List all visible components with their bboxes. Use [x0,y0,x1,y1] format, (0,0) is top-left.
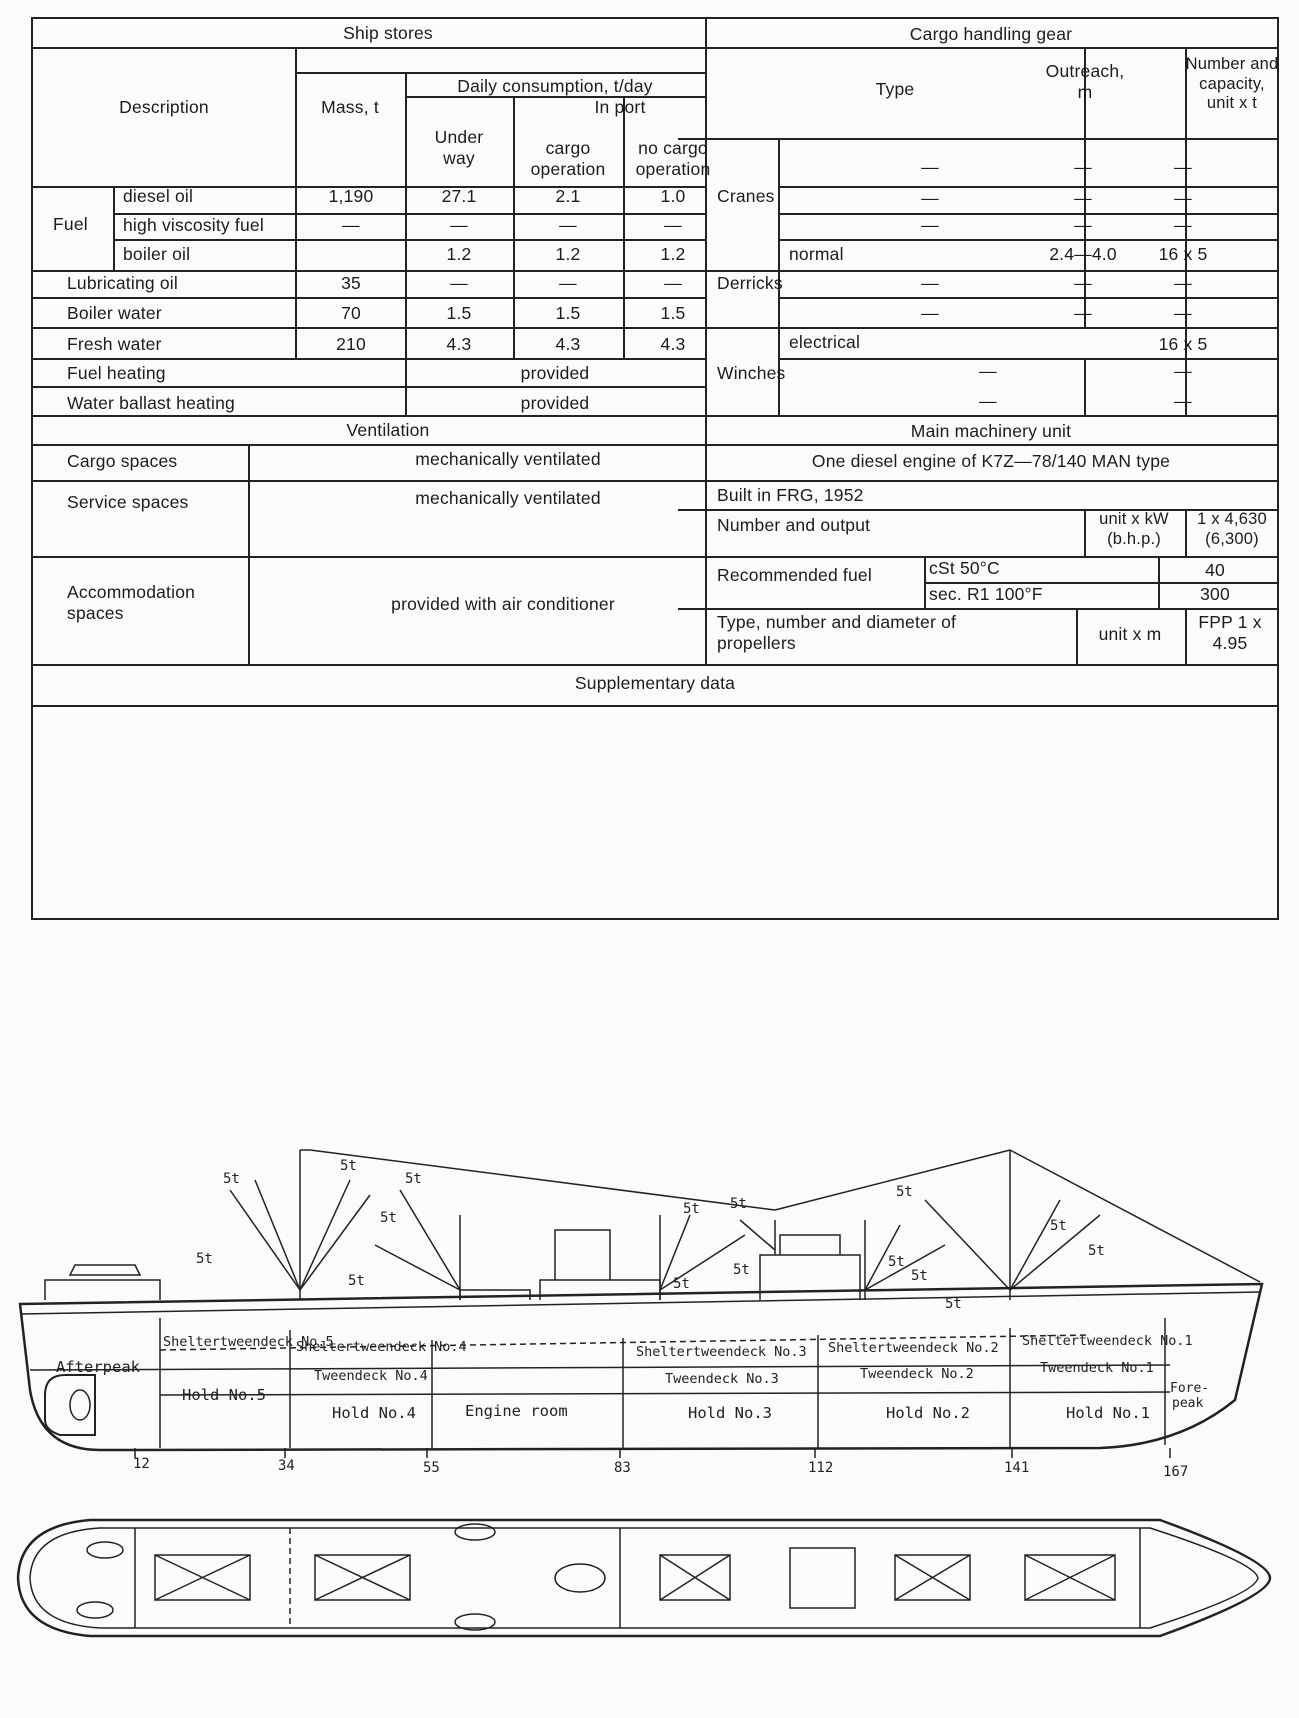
machinery-title: Main machinery unit [910,421,1072,441]
derrick-label: 5t [673,1276,690,1292]
engine-description: One diesel engine of K7Z—78/140 MAN type [811,451,1171,471]
tweendeck-3: Tweendeck No.3 [665,1371,779,1387]
derrick-label: 5t [340,1158,357,1174]
fuel-cst-label: cSt 50°C [929,558,1000,578]
frame-number: 12 [133,1456,150,1472]
row-cargo-op: — [559,215,577,235]
row-cargo-op: — [559,273,577,293]
row-no-cargo-op: — [664,273,682,293]
derrick-label: 5t [380,1210,397,1226]
propeller-label: Type, number and diameter of propellers [717,612,957,653]
row-mass: 35 [341,273,361,293]
derrick-type-dash: — [921,273,939,293]
derrick-label: 5t [223,1171,240,1187]
row-label: boiler oil [123,244,191,264]
water-ballast-heating-label: Water ballast heating [67,393,235,413]
frame-number: 112 [808,1460,834,1476]
crane-capacity-dash: — [1174,215,1192,235]
derrick-label: 5t [348,1273,365,1289]
row-label: Fresh water [67,334,162,354]
crane-capacity-dash: — [1174,188,1192,208]
service-spaces-value: mechanically ventilated [415,488,601,508]
mass-header: Mass, t [321,97,379,117]
derrick-label: 5t [945,1296,962,1312]
row-mass: — [342,215,360,235]
crane-type-dash: — [921,215,939,235]
row-label: Lubricating oil [67,273,178,293]
row-no-cargo-op: 1.0 [660,186,686,206]
output-value: 1 x 4,630 (6,300) [1197,510,1267,548]
winch-type: electrical [789,332,861,352]
derrick-label: 5t [1088,1243,1105,1259]
fuel-heating-label: Fuel heating [67,363,166,383]
derrick-type-dash: — [921,303,939,323]
derrick-label: 5t [730,1196,747,1212]
row-under-way: 27.1 [441,186,477,206]
sheltertweendeck-3: Sheltertweendeck No.3 [636,1344,807,1360]
forepeak-line1: Fore- [1170,1381,1210,1396]
derrick-outreach-dash: — [1074,273,1092,293]
output-unit: unit x kW (b.h.p.) [1099,510,1169,548]
propeller-unit: unit x m [1098,624,1162,644]
recommended-fuel-label: Recommended fuel [717,565,872,585]
frame-number: 141 [1004,1460,1030,1476]
winch-type-dash: — [979,361,997,381]
no-cargo-operation-header: no cargo operation [635,138,711,179]
built-info: Built in FRG, 1952 [717,485,864,505]
crane-outreach-dash: — [1074,157,1092,177]
fuel-group-label: Fuel [53,214,88,234]
engine-room: Engine room [465,1402,568,1420]
sheltertweendeck-5: Sheltertweendeck No.5 [163,1334,334,1350]
row-under-way: — [450,215,468,235]
capacity-header: Number and capacity, unit x t [1185,55,1279,112]
cargo-operation-header: cargo operation [530,138,606,179]
row-under-way: 1.2 [446,244,472,264]
winch-capacity-dash: — [1174,361,1192,381]
crane-outreach-dash: — [1074,215,1092,235]
sheltertweendeck-2: Sheltertweendeck No.2 [828,1340,999,1356]
ventilation-title: Ventilation [346,420,430,440]
derrick-capacity-dash: — [1174,303,1192,323]
water-ballast-heating-value: provided [520,393,590,413]
fuel-heating-value: provided [520,363,590,383]
crane-type-dash: — [921,188,939,208]
winch-capacity-dash: — [1174,391,1192,411]
derrick-capacity: 16 x 5 [1158,244,1208,264]
row-cargo-op: 2.1 [555,186,581,206]
row-cargo-op: 1.5 [555,303,581,323]
row-under-way: 1.5 [446,303,472,323]
cargo-spaces-label: Cargo spaces [67,451,178,471]
derrick-label: 5t [1050,1218,1067,1234]
derrick-label: 5t [733,1262,750,1278]
row-mass: 210 [336,334,366,354]
ship-stores-title: Ship stores [343,23,433,43]
in-port-header: In port [594,97,646,117]
propeller-value: FPP 1 x 4.95 [1198,612,1262,653]
description-header: Description [119,97,209,117]
supplementary-title: Supplementary data [574,673,736,693]
output-label: Number and output [717,515,871,535]
under-way-header: Under way [434,127,484,168]
derrick-outreach-dash: — [1074,303,1092,323]
row-label: diesel oil [123,186,194,206]
cargo-spaces-value: mechanically ventilated [415,449,601,469]
frame-number: 34 [278,1458,295,1474]
derrick-outreach: 2.4—4.0 [1049,244,1117,264]
forepeak-line2: peak [1172,1396,1204,1411]
winch-capacity: 16 x 5 [1158,334,1208,354]
derrick-label: 5t [683,1201,700,1217]
hold-3: Hold No.3 [688,1404,772,1422]
hold-5: Hold No.5 [182,1386,266,1404]
row-no-cargo-op: 1.5 [660,303,686,323]
row-label: high viscosity fuel [123,215,264,235]
row-cargo-op: 1.2 [555,244,581,264]
crane-type-dash: — [921,157,939,177]
derricks-label: Derricks [717,273,783,293]
derrick-label: 5t [196,1251,213,1267]
fuel-sec-value: 300 [1200,584,1230,604]
winch-type-dash: — [979,391,997,411]
daily-consumption-header: Daily consumption, t/day [457,76,653,96]
cargo-gear-title: Cargo handling gear [909,24,1073,44]
derrick-label: 5t [896,1184,913,1200]
tweendeck-4: Tweendeck No.4 [314,1368,428,1384]
row-label: Boiler water [67,303,162,323]
accommodation-spaces-value: provided with air conditioner [391,594,615,614]
derrick-label: 5t [911,1268,928,1284]
type-header: Type [875,79,915,99]
row-mass: 70 [341,303,361,323]
fuel-sec-label: sec. R1 100°F [929,584,1043,604]
row-mass: 1,190 [328,186,374,206]
derrick-label: 5t [405,1171,422,1187]
frame-number: 83 [614,1460,631,1476]
row-under-way: — [450,273,468,293]
outreach-header: Outreach, m [1045,61,1125,102]
row-under-way: 4.3 [446,334,472,354]
sheltertweendeck-1: Sheltertweendeck No.1 [1022,1333,1193,1349]
fuel-cst-value: 40 [1205,560,1225,580]
service-spaces-label: Service spaces [67,492,189,512]
row-cargo-op: 4.3 [555,334,581,354]
row-no-cargo-op: — [664,215,682,235]
hold-2: Hold No.2 [886,1404,970,1422]
winches-label: Winches [717,363,786,383]
hold-4: Hold No.4 [332,1404,416,1422]
hold-1: Hold No.1 [1066,1404,1150,1422]
row-no-cargo-op: 4.3 [660,334,686,354]
derrick-type: normal [789,244,844,264]
row-no-cargo-op: 1.2 [660,244,686,264]
derrick-label: 5t [888,1254,905,1270]
crane-capacity-dash: — [1174,157,1192,177]
derrick-capacity-dash: — [1174,273,1192,293]
tweendeck-2: Tweendeck No.2 [860,1366,974,1382]
frame-number: 167 [1163,1464,1189,1480]
accommodation-spaces-label: Accommodation spaces [67,582,196,623]
tweendeck-1: Tweendeck No.1 [1040,1360,1154,1376]
crane-outreach-dash: — [1074,188,1092,208]
sheltertweendeck-4: Sheltertweendeck No.4 [296,1339,467,1355]
frame-number: 55 [423,1460,440,1476]
afterpeak: Afterpeak [56,1358,140,1376]
cranes-label: Cranes [717,186,775,206]
